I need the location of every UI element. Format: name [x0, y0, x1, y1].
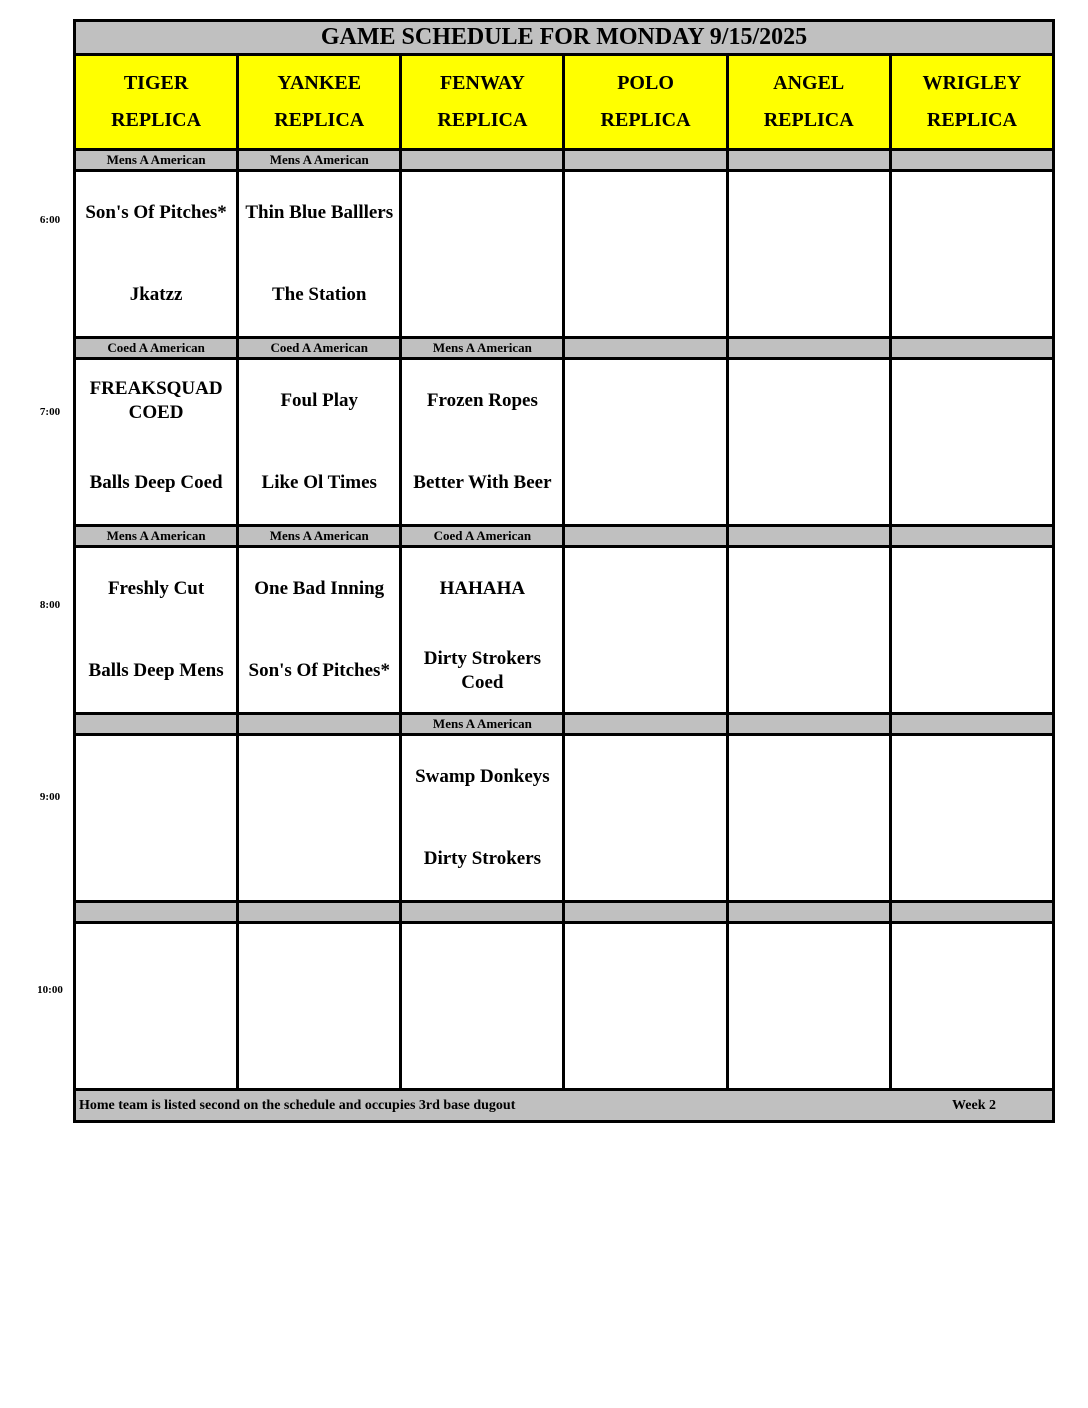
matchup — [892, 548, 1052, 712]
game-cell — [75, 923, 238, 1090]
division-label — [890, 526, 1053, 547]
division-label — [727, 714, 890, 735]
division-label — [564, 714, 727, 735]
footer-content — [76, 1098, 1052, 1114]
game-cell — [401, 359, 564, 526]
division-label — [727, 338, 890, 359]
away-team — [402, 924, 562, 1006]
division-row — [75, 526, 1054, 547]
away-team: Frozen Ropes — [426, 390, 538, 411]
away-team: Son's Of Pitches* — [85, 202, 227, 223]
game-cell — [564, 359, 727, 526]
home-team — [565, 1006, 725, 1088]
division-label — [401, 150, 564, 171]
field-type: REPLICA — [111, 109, 202, 131]
home-team — [729, 1006, 889, 1088]
away-team — [729, 736, 889, 818]
game-row — [75, 171, 1054, 338]
away-team — [729, 360, 889, 442]
division-label — [238, 714, 401, 735]
matchup — [565, 548, 725, 712]
matchup — [76, 548, 236, 712]
home-team — [892, 442, 1052, 524]
division-label — [890, 150, 1053, 171]
away-team — [239, 924, 399, 1006]
game-cell — [727, 547, 890, 714]
field-type: REPLICA — [926, 109, 1017, 131]
game-cell — [401, 171, 564, 338]
away-team — [76, 924, 236, 1006]
matchup — [729, 924, 889, 1088]
game-cell — [238, 359, 401, 526]
game-cell — [238, 735, 401, 902]
game-cell — [890, 923, 1053, 1090]
division-label — [890, 714, 1053, 735]
home-team: Balls Deep Coed — [89, 472, 223, 493]
game-cell — [890, 547, 1053, 714]
matchup — [565, 924, 725, 1088]
matchup — [76, 924, 236, 1088]
home-team: Dirty Strokers Coed — [423, 648, 542, 693]
field-type: REPLICA — [600, 109, 691, 131]
game-cell — [727, 923, 890, 1090]
game-cell — [564, 923, 727, 1090]
away-team: Thin Blue Balllers — [245, 202, 394, 223]
footer-note: Home team is listed second on the schedule and occupies 3rd base dugout — [79, 1097, 516, 1113]
matchup — [76, 360, 236, 524]
field-name: FENWAY — [439, 72, 525, 94]
game-cell — [890, 171, 1053, 338]
matchup — [565, 736, 725, 900]
game-cell — [238, 923, 401, 1090]
time-label: 10:00 — [37, 984, 63, 996]
game-cell — [238, 547, 401, 714]
time-label: 6:00 — [39, 214, 61, 226]
matchup — [239, 172, 399, 336]
game-row — [75, 735, 1054, 902]
field-type: REPLICA — [763, 109, 854, 131]
matchup — [565, 172, 725, 336]
field-name: YANKEE — [277, 72, 362, 94]
field-header — [564, 55, 727, 150]
division-label — [564, 902, 727, 923]
matchup — [239, 360, 399, 524]
home-team — [565, 818, 725, 900]
division-label: Coed A American — [238, 338, 401, 359]
matchup — [76, 172, 236, 336]
division-label: Mens A American — [238, 526, 401, 547]
matchup — [239, 736, 399, 900]
time-label: 9:00 — [39, 791, 61, 803]
away-team: Foul Play — [280, 390, 359, 411]
home-team — [239, 1006, 399, 1088]
away-team — [892, 172, 1052, 254]
field-header — [890, 55, 1053, 150]
field-header — [75, 55, 238, 150]
division-row — [75, 338, 1054, 359]
away-team — [565, 548, 725, 630]
home-team: Like Ol Times — [261, 472, 377, 493]
away-team: Swamp Donkeys — [415, 766, 550, 787]
game-cell — [75, 735, 238, 902]
division-label — [75, 902, 238, 923]
matchup — [892, 924, 1052, 1088]
matchup — [892, 360, 1052, 524]
home-team — [729, 630, 889, 712]
away-team — [565, 736, 725, 818]
week-label: Week 2 — [952, 1097, 996, 1113]
away-team: FREAKSQUAD COED — [89, 378, 223, 423]
division-label: Mens A American — [401, 714, 564, 735]
division-label — [238, 902, 401, 923]
home-team — [729, 254, 889, 336]
home-team — [76, 1006, 236, 1088]
footer — [75, 1090, 1054, 1122]
division-label — [564, 526, 727, 547]
field-header — [238, 55, 401, 150]
home-team: Better With Beer — [413, 472, 552, 493]
division-row — [75, 902, 1054, 923]
field-name: POLO — [617, 72, 674, 94]
matchup — [402, 172, 562, 336]
matchup — [402, 360, 562, 524]
field-header — [727, 55, 890, 150]
division-label: Mens A American — [401, 338, 564, 359]
away-team — [76, 736, 236, 818]
game-row — [75, 359, 1054, 526]
home-team — [892, 254, 1052, 336]
home-team: Dirty Strokers — [423, 848, 542, 869]
away-team: Freshly Cut — [107, 578, 205, 599]
game-cell — [564, 171, 727, 338]
home-team — [402, 254, 562, 336]
home-team — [565, 630, 725, 712]
game-cell — [238, 171, 401, 338]
home-team: Balls Deep Mens — [88, 660, 224, 681]
home-team — [76, 818, 236, 900]
division-label — [75, 714, 238, 735]
away-team: HAHAHA — [439, 578, 526, 599]
time-label: 8:00 — [39, 599, 61, 611]
game-cell — [401, 923, 564, 1090]
away-team — [239, 736, 399, 818]
field-type: REPLICA — [274, 109, 365, 131]
away-team: One Bad Inning — [254, 578, 385, 599]
division-label — [401, 902, 564, 923]
game-cell — [75, 171, 238, 338]
division-label: Coed A American — [75, 338, 238, 359]
home-team: Son's Of Pitches* — [248, 660, 390, 681]
division-label — [564, 338, 727, 359]
division-label: Mens A American — [75, 150, 238, 171]
field-name: ANGEL — [773, 72, 845, 94]
division-label — [564, 150, 727, 171]
division-label — [727, 150, 890, 171]
away-team — [565, 172, 725, 254]
away-team — [729, 548, 889, 630]
matchup — [239, 548, 399, 712]
division-label — [727, 526, 890, 547]
matchup — [729, 172, 889, 336]
home-team — [402, 1006, 562, 1088]
home-team: Jkatzz — [129, 284, 183, 305]
division-label: Coed A American — [401, 526, 564, 547]
away-team — [565, 360, 725, 442]
home-team — [565, 254, 725, 336]
matchup — [729, 548, 889, 712]
field-type: REPLICA — [437, 109, 528, 131]
matchup — [76, 736, 236, 900]
division-label — [890, 338, 1053, 359]
matchup — [402, 736, 562, 900]
game-cell — [75, 359, 238, 526]
game-cell — [890, 359, 1053, 526]
division-row — [75, 150, 1054, 171]
game-cell — [401, 547, 564, 714]
away-team — [892, 548, 1052, 630]
game-cell — [564, 735, 727, 902]
away-team — [892, 360, 1052, 442]
schedule-table — [73, 19, 1055, 1123]
division-label: Mens A American — [75, 526, 238, 547]
game-cell — [727, 735, 890, 902]
home-team — [892, 630, 1052, 712]
field-header — [401, 55, 564, 150]
field-name: TIGER — [123, 72, 189, 94]
title-row — [75, 21, 1054, 55]
footer-row — [75, 1090, 1054, 1122]
game-cell — [727, 171, 890, 338]
matchup — [892, 172, 1052, 336]
matchup — [565, 360, 725, 524]
division-row — [75, 714, 1054, 735]
matchup — [729, 736, 889, 900]
schedule-title: GAME SCHEDULE FOR MONDAY 9/15/2025 — [75, 21, 1054, 55]
matchup — [402, 924, 562, 1088]
home-team — [892, 818, 1052, 900]
home-team — [729, 442, 889, 524]
home-team — [565, 442, 725, 524]
away-team — [729, 924, 889, 1006]
game-cell — [401, 735, 564, 902]
division-label — [727, 902, 890, 923]
game-cell — [727, 359, 890, 526]
matchup — [892, 736, 1052, 900]
game-row — [75, 923, 1054, 1090]
game-cell — [75, 547, 238, 714]
away-team — [565, 924, 725, 1006]
time-label: 7:00 — [39, 406, 61, 418]
home-team — [729, 818, 889, 900]
home-team — [892, 1006, 1052, 1088]
division-label — [890, 902, 1053, 923]
game-cell — [890, 735, 1053, 902]
field-name: WRIGLEY — [922, 72, 1022, 94]
matchup — [729, 360, 889, 524]
game-row — [75, 547, 1054, 714]
away-team — [729, 172, 889, 254]
game-cell — [564, 547, 727, 714]
home-team — [239, 818, 399, 900]
field-header-row — [75, 55, 1054, 150]
matchup — [239, 924, 399, 1088]
matchup — [402, 548, 562, 712]
away-team — [402, 172, 562, 254]
home-team: The Station — [271, 284, 367, 305]
division-label: Mens A American — [238, 150, 401, 171]
away-team — [892, 736, 1052, 818]
away-team — [892, 924, 1052, 1006]
